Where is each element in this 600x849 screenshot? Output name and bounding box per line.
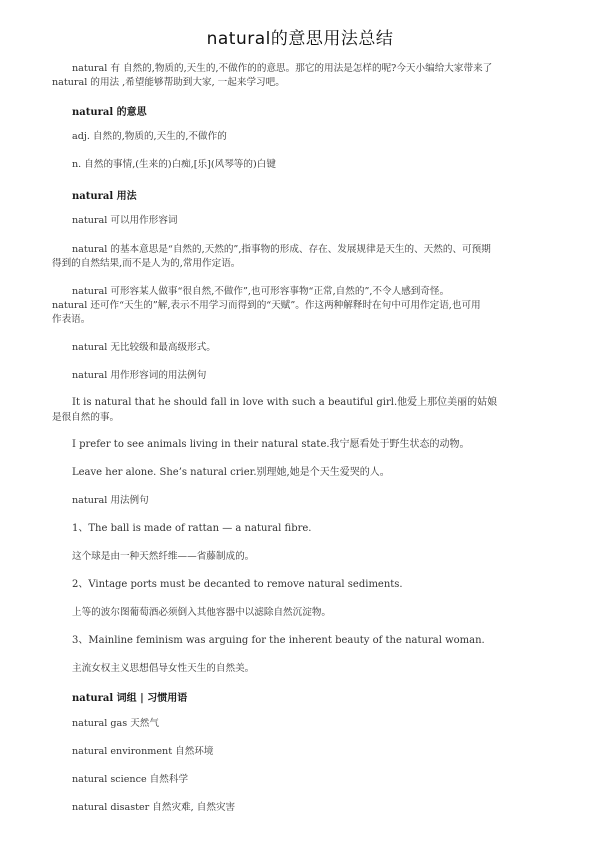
phrase-item: natural disaster 自然灾难, 自然灾害 — [72, 802, 236, 813]
phrase-item: natural gas 天然气 — [72, 718, 159, 729]
meaning-adj: adj. 自然的,物质的,天生的,不做作的 — [72, 131, 227, 142]
section-heading-usage: natural 用法 — [72, 191, 137, 202]
example-2: I prefer to see animals living in their natural state.我宁愿看处于野生状态的动物。 — [72, 439, 470, 450]
sentence-3-zh: 主流女权主义思想倡导女性天生的自然美。 — [72, 663, 255, 674]
page-title: natural的意思用法总结 — [206, 29, 394, 49]
intro-line-1: natural 有 自然的,物质的,天生的,不做作的的意思。那它的用法是怎样的呢?今天小编给大家带来了 — [72, 63, 493, 74]
sentence-1-en: 1、The ball is made of rattan — a natural fibre. — [72, 523, 312, 534]
sentence-3-en: 3、Mainline feminism was arguing for the inherent beauty of the natural woman. — [72, 635, 485, 646]
section-heading-meaning: natural 的意思 — [72, 107, 147, 118]
sentence-1-zh: 这个球是由一种天然纤维——省藤制成的。 — [72, 551, 255, 562]
sentence-2-zh: 上等的波尔图葡萄酒必须倒入其他容器中以滤除自然沉淀物。 — [72, 607, 332, 618]
example-1-line2: 是很自然的事。 — [52, 412, 120, 423]
usage-p3-line1: natural 可形容某人做事“很自然,不做作”,也可形容事物“正常,自然的”,不令人感到奇怪。 — [72, 286, 450, 297]
phrase-item: natural environment 自然环境 — [72, 746, 214, 757]
usage-p5: natural 用作形容词的用法例句 — [72, 370, 207, 381]
example-3: Leave her alone. She’s natural crier.别理她,她是个天生爱哭的人。 — [72, 467, 390, 478]
example-1-line1: It is natural that he should fall in love with such a beautiful girl.他爱上那位美丽的姑娘 — [72, 397, 498, 408]
meaning-noun: n. 自然的事情,(生来的)白痴,[乐](风琴等的)白键 — [72, 159, 276, 170]
intro-line-2: natural 的用法 ,希望能够帮助到大家, 一起来学习吧。 — [52, 77, 285, 88]
usage-p2-line2: 得到的自然结果,而不是人为的,常用作定语。 — [52, 258, 241, 269]
usage-p6: natural 用法例句 — [72, 495, 149, 506]
usage-p2-line1: natural 的基本意思是“自然的,天然的”,指事物的形成、存在、发展规律是天生的、天然的、可预期 — [72, 244, 491, 255]
section-heading-phrases: natural 词组 | 习惯用语 — [72, 693, 188, 704]
usage-p3-line3: 作表语。 — [52, 314, 91, 325]
usage-p4: natural 无比较级和最高级形式。 — [72, 342, 216, 353]
usage-p3-line2: natural 还可作“天生的”解,表示不用学习而得到的“天赋”。作这两种解释时在句中可用作定语,也可用 — [52, 300, 481, 311]
usage-p1: natural 可以用作形容词 — [72, 215, 178, 226]
phrase-item: natural science 自然科学 — [72, 774, 189, 785]
sentence-2-en: 2、Vintage ports must be decanted to remove natural sediments. — [72, 579, 403, 590]
